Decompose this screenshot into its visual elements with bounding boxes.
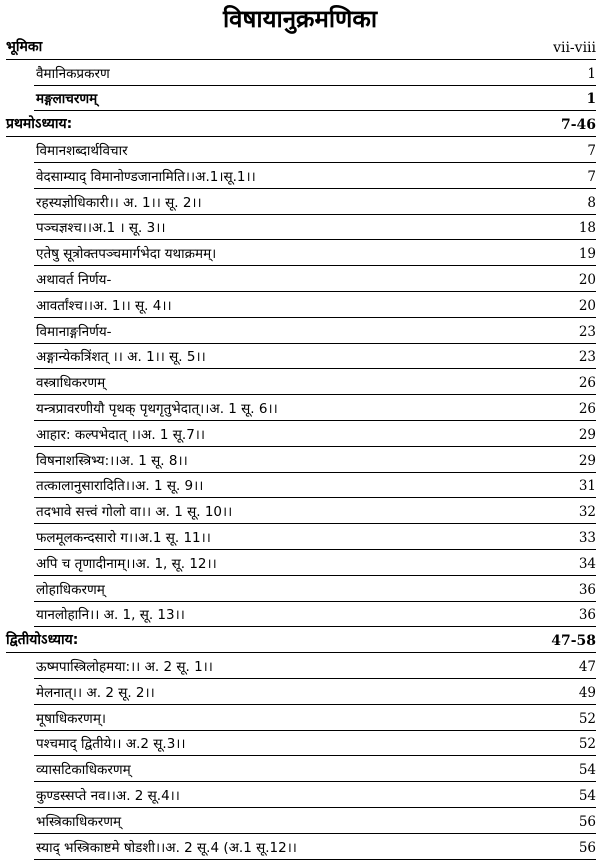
toc-entry-title: लोहाधिकरणम् — [36, 581, 105, 598]
toc-page-number: 47 — [578, 658, 596, 675]
toc-entry-title: पश्चमाद् द्वितीये।। अ.2 सू.3।। — [36, 736, 186, 753]
toc-entry-title: मेलनात्।। अ. 2 सू. 2।। — [36, 684, 155, 701]
toc-entry-title: भस्त्रिकाधिकरणम् — [36, 813, 122, 830]
toc-entry-title: स्याद् भस्त्रिकाष्टमे षोडशी।।अ. 2 सू.4 (अ.1 सू.12।। — [36, 839, 297, 856]
toc-entry-title: मूषाधिकरणम्। — [36, 710, 107, 727]
toc-entry-title: अपि च तृणादीनाम्।।अ. 1, सू. 12।। — [36, 555, 217, 572]
toc-entry-title: विषनाशस्त्रिभ्य:।।अ. 1 सू. 8।। — [36, 452, 188, 469]
toc-entry-row — [34, 705, 596, 731]
toc-entry-row — [34, 524, 596, 550]
toc-entry-row — [34, 498, 596, 524]
toc-entry-row — [34, 163, 596, 189]
toc-entry-title: रहस्यज्ञोधिकारी।। अ. 1।। सू. 2।। — [36, 194, 202, 211]
toc-page-number: 23 — [578, 323, 596, 340]
toc-section-title: प्रथमोऽध्याय: — [6, 116, 73, 133]
toc-page-number: 19 — [578, 246, 596, 263]
toc-entry-row — [34, 834, 596, 860]
toc-page-number: 36 — [578, 581, 596, 598]
toc-entry-row — [34, 86, 596, 112]
toc-entry-row — [34, 576, 596, 602]
toc-entry-row — [34, 137, 596, 163]
toc-page-number: 52 — [578, 736, 596, 753]
toc-page-number: 7-46 — [560, 117, 596, 134]
toc-page-number: 7 — [587, 168, 596, 185]
toc-entry-row — [34, 292, 596, 318]
toc-entry-row — [34, 369, 596, 395]
toc-entry-row — [34, 473, 596, 499]
toc-entry-title: एतेषु सूत्रोक्तपञ्चमार्गभेदा यथाक्रमम्। — [36, 246, 217, 263]
toc-page-number: 32 — [578, 504, 596, 521]
toc-page-number: 26 — [578, 400, 596, 417]
toc-entry-title: आवर्तांश्च।।अ. 1।। सू. 4।। — [36, 297, 172, 314]
toc-section-title: द्वितीयोऽध्याय: — [6, 632, 79, 649]
toc-entry-title: अङ्गान्येकत्रिंशत् ।। अ. 1।। सू. 5।। — [36, 349, 206, 366]
toc-page-number: 47-58 — [551, 633, 596, 650]
toc-entry-title: पञ्चज्ञश्च।।अ.1 । सू. 3।। — [36, 220, 166, 237]
toc-entry-row — [34, 447, 596, 473]
toc-page-number: 33 — [578, 529, 596, 546]
toc-page-number: vii-viii — [553, 39, 596, 56]
toc-entry-title: कुण्डस्सप्ते नव।।अ. 2 सू.4।। — [36, 787, 180, 804]
toc-page-number: 36 — [578, 607, 596, 624]
toc-entry-row — [34, 550, 596, 576]
toc-entry-row — [34, 421, 596, 447]
toc-page-number: 56 — [578, 839, 596, 856]
toc-entry-row — [34, 240, 596, 266]
toc-page-number: 1 — [586, 91, 596, 108]
toc-section-row — [6, 627, 596, 653]
toc-page-number: 1 — [587, 65, 596, 82]
toc-page-number: 26 — [578, 375, 596, 392]
toc-page-number: 49 — [578, 684, 596, 701]
toc-entry-title: वैमानिकप्रकरण — [36, 65, 110, 82]
toc-entry-row — [34, 395, 596, 421]
toc-entry-row — [34, 189, 596, 215]
toc-section-row — [6, 111, 596, 137]
toc-page-number: 29 — [578, 452, 596, 469]
toc-entry-row — [34, 266, 596, 292]
toc-entry-title: तत्कालानुसारादिति।।अ. 1 सू. 9।। — [36, 478, 204, 495]
toc-page-number: 34 — [578, 555, 596, 572]
toc-page-number: 8 — [587, 194, 596, 211]
toc-entry-title: आहार: कल्पभेदात् ।।अ. 1 सू.7।। — [36, 426, 206, 443]
toc-page-number: 56 — [578, 813, 596, 830]
toc-entry-title: वस्त्राधिकरणम् — [36, 375, 106, 392]
toc-page-number: 52 — [578, 710, 596, 727]
toc-page-number: 18 — [578, 220, 596, 237]
toc-entry-row — [34, 756, 596, 782]
toc-entry-title: ऊष्मपास्त्रिलोहमया:।। अ. 2 सू. 1।। — [36, 658, 213, 675]
toc-entry-row — [34, 602, 596, 628]
toc-page-number: 20 — [578, 271, 596, 288]
toc-entry-title: अथावर्त निर्णय- — [36, 271, 112, 288]
toc-entry-row — [34, 653, 596, 679]
toc-entry-row — [34, 215, 596, 241]
toc-entry-title: यन्त्रप्रावरणीयौ पृथक् पृथगृतुभेदात्।।अ. 1 सू. 6।। — [36, 400, 278, 417]
toc-page-number: 20 — [578, 297, 596, 314]
toc-section-title: भूमिका — [6, 38, 43, 55]
toc-page-number: 54 — [578, 762, 596, 779]
toc-entry-title: तदभावे सत्त्वं गोलो वा।। अ. 1 सू. 10।। — [36, 504, 233, 521]
toc-section-row — [6, 34, 596, 60]
toc-entry-title: विमानाङ्गनिर्णय- — [36, 323, 112, 340]
table-of-contents — [6, 34, 596, 860]
toc-entry-row — [34, 318, 596, 344]
toc-page-number: 54 — [578, 787, 596, 804]
toc-entry-title: मङ्गलाचरणम् — [36, 91, 98, 108]
page-title: विषायानुक्रमणिका — [222, 5, 378, 33]
toc-page-number: 29 — [578, 426, 596, 443]
toc-page-number: 7 — [587, 142, 596, 159]
toc-page-number: 31 — [578, 478, 596, 495]
toc-entry-row — [34, 344, 596, 370]
toc-entry-row — [34, 782, 596, 808]
toc-entry-row — [34, 60, 596, 86]
toc-entry-title: विमानशब्दार्थविचार — [36, 142, 128, 159]
toc-page-number: 23 — [578, 349, 596, 366]
toc-entry-row — [34, 808, 596, 834]
toc-entry-title: फलमूलकन्दसारो ग।।अ.1 सू. 11।। — [36, 529, 211, 546]
toc-entry-row — [34, 731, 596, 757]
toc-entry-title: व्यासटिकाधिकरणम् — [36, 762, 131, 779]
toc-entry-row — [34, 679, 596, 705]
toc-entry-title: वेदसाम्याद् विमानोण्डजानामिति।।अ.1।सू.1।। — [36, 168, 256, 185]
toc-entry-title: यानलोहानि।। अ. 1, सू. 13।। — [36, 607, 185, 624]
